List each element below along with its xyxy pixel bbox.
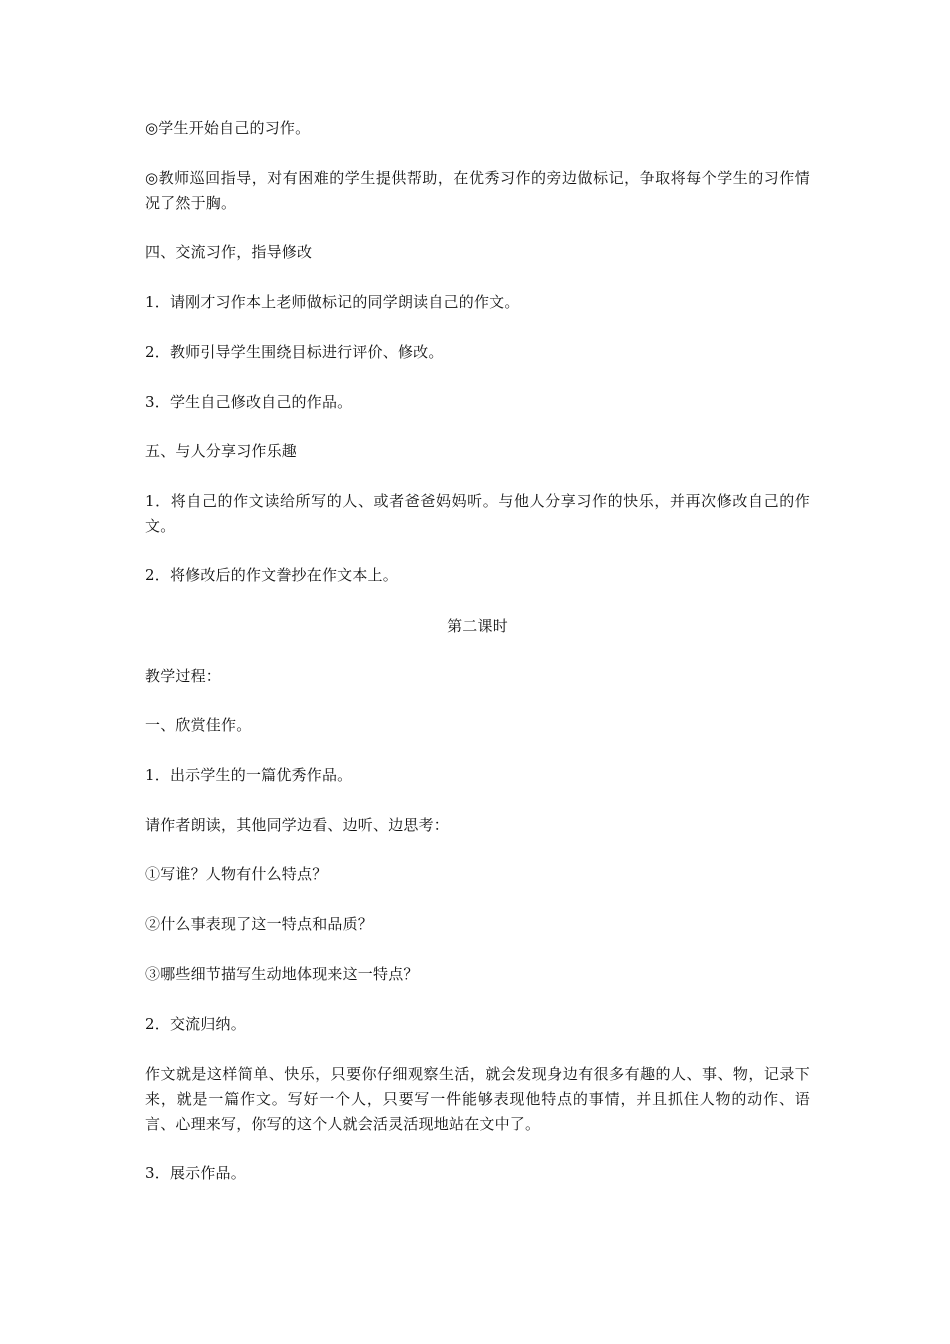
list-item-summarize: 2．交流归纳。	[145, 1015, 246, 1033]
paragraph-teacher-guidance: ◎教师巡回指导，对有困难的学生提供帮助，在优秀习作的旁边做标记，争取将每个学生的习作情况了然于胸。	[145, 169, 810, 212]
list-item-read-aloud: 1．请刚才习作本上老师做标记的同学朗读自己的作文。	[145, 293, 520, 311]
teaching-process-label: 教学过程：	[145, 667, 222, 685]
list-item-self-revise: 3．学生自己修改自己的作品。	[145, 393, 353, 411]
list-item-display-work: 3．展示作品。	[145, 1164, 246, 1182]
list-item-show-work: 1．出示学生的一篇优秀作品。	[145, 766, 353, 784]
section-heading-appreciate: 一、欣赏佳作。	[145, 716, 252, 734]
list-item-copy: 2．将修改后的作文誊抄在作文本上。	[145, 566, 398, 584]
lesson-title: 第二课时	[447, 617, 508, 635]
list-item-evaluate: 2．教师引导学生围绕目标进行评价、修改。	[145, 343, 444, 361]
section-heading-exchange: 四、交流习作，指导修改	[145, 243, 313, 261]
paragraph-writing-summary: 作文就是这样简单、快乐，只要你仔细观察生活，就会发现身边有很多有趣的人、事、物，记录下来，就是一篇作文。写好一个人，只要写一件能够表现他特点的事情，并且抓住人物的动作、语言、心理来写，你写的这个人就会活灵活现地站在文中了。	[145, 1065, 810, 1133]
list-item-share-reading: 1．将自己的作文读给所写的人、或者爸爸妈妈听。与他人分享习作的快乐，并再次修改自己的作文。	[145, 492, 810, 535]
question-details: ③哪些细节描写生动地体现来这一特点？	[145, 965, 419, 983]
question-who: ①写谁？人物有什么特点？	[145, 865, 328, 883]
paragraph-student-writing: ◎学生开始自己的习作。	[145, 119, 311, 137]
paragraph-author-read: 请作者朗读，其他同学边看、边听、边思考：	[145, 816, 450, 834]
question-what-event: ②什么事表现了这一特点和品质？	[145, 915, 374, 933]
section-heading-share: 五、与人分享习作乐趣	[145, 442, 298, 460]
